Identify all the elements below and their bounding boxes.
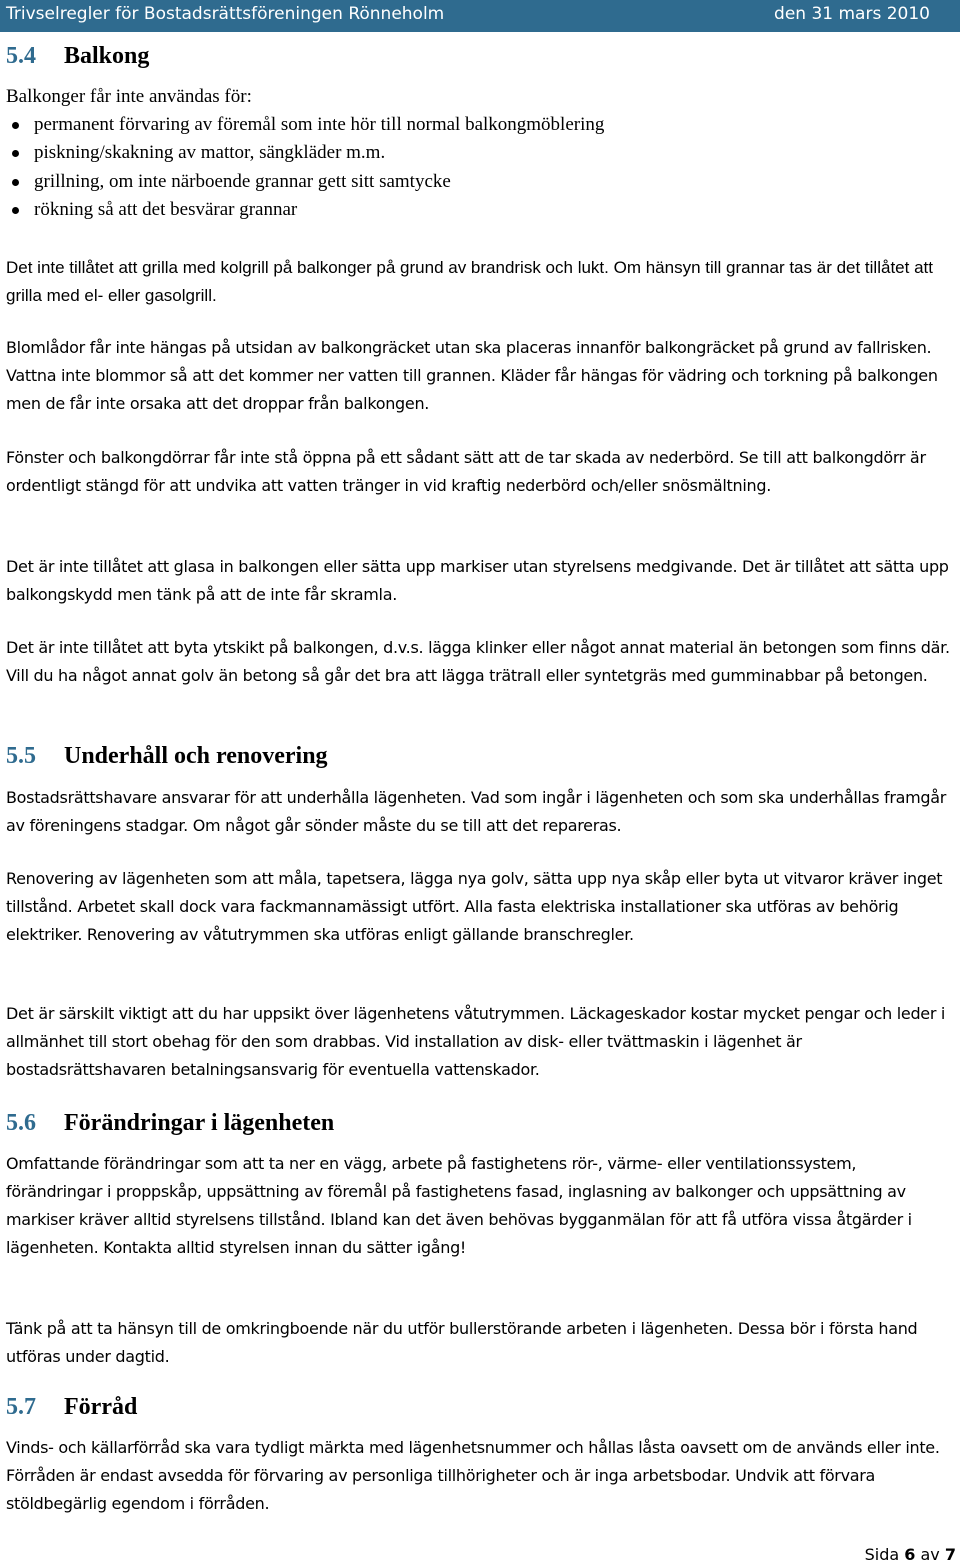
bullet-icon	[12, 179, 19, 186]
section-number: 5.4	[6, 43, 36, 69]
heading-5-5	[6, 741, 956, 771]
section-title: Förråd	[64, 1394, 138, 1420]
section-title: Förändringar i lägenheten	[64, 1110, 335, 1136]
paragraph: Vinds- och källarförråd ska vara tydligt märkta med lägenhetsnummer och hållas låsta oavsett om de används eller inte. Förråden är endast avsedda för förvaring av personliga tillhörigheter och är inga arbetsbodar. Undvik att förvara stöldbegärlig egendom i förråden.	[6, 1438, 940, 1513]
page-header	[0, 0, 960, 32]
section-title: Balkong	[64, 43, 150, 69]
section-title: Underhåll och renovering	[64, 743, 328, 769]
paragraph: Blomlådor får inte hängas på utsidan av balkongräcket utan ska placeras innanför balkongräcket på grund av fallrisken. Vattna inte blommor så att det kommer ner vatten till grannen. Kläder får hängas för vädring och torkning på balkongen men de får inte orsaka att det droppar från balkongen.	[6, 338, 938, 413]
section-number: 5.7	[6, 1394, 36, 1420]
current-page: 6	[904, 1545, 916, 1564]
paragraph: Renovering av lägenheten som att måla, tapetsera, lägga nya golv, sätta upp nya skåp eller byta ut vitvaror kräver inget tillstånd. Arbetet skall dock vara fackmannamässigt utfört. Alla fasta elektriska installationer ska utföras av behörig elektriker. Renovering av våtutrymmen ska utföras enligt gällande branschregler.	[6, 869, 943, 944]
document-date: den 31 mars 2010	[774, 4, 930, 24]
paragraph: Det är inte tillåtet att glasa in balkongen eller sätta upp markiser utan styrelsens medgivande. Det är tillåtet att sätta upp balkongskydd men tänk på att de inte får skramla.	[6, 557, 949, 604]
section-number: 5.6	[6, 1110, 36, 1136]
section-number: 5.5	[6, 743, 36, 769]
heading-5-7	[6, 1392, 956, 1422]
bullet-icon	[12, 150, 19, 157]
paragraph: Fönster och balkongdörrar får inte stå öppna på ett sådant sätt att de tar skada av nederbörd. Se till att balkongdörr är ordentligt stängd för att undvika att vatten tränger in vid kraftig nederbörd och/eller snösmältning.	[6, 448, 926, 495]
balkong-intro: Balkonger får inte användas för:	[6, 86, 252, 107]
paragraph: Omfattande förändringar som att ta ner en vägg, arbete på fastighetens rör-, värme- eller ventilationssystem, förändringar i proppskåp, uppsättning av föremål på fastighetens fasad, inglasning av balkonger och uppsättning av markiser kräver alltid styrelsens tillstånd. Ibland kan det även behövas bygganmälan för att få utföra vissa åtgärder i lägenheten. Kontakta alltid styrelsen innan du sätter igång!	[6, 1154, 912, 1257]
paragraph: Det inte tillåtet att grilla med kolgrill på balkonger på grund av brandrisk och lukt. Om hänsyn till grannar tas är det tillåtet att grilla med el- eller gasolgrill.	[6, 258, 933, 305]
bullet-icon	[12, 122, 19, 129]
paragraph: Bostadsrättshavare ansvarar för att underhålla lägenheten. Vad som ingår i lägenheten och som ska underhållas framgår av föreningens stadgar. Om något går sönder måste du se till att det repareras.	[6, 788, 947, 835]
bullet-icon	[12, 207, 19, 214]
heading-5-6	[6, 1108, 956, 1138]
paragraph: Det är inte tillåtet att byta ytskikt på balkongen, d.v.s. lägga klinker eller något annat material än betongen som finns där. Vill du ha något annat golv än betong så går det bra att lägga trätrall eller syntetgräs med gumminabbar på betongen.	[6, 638, 950, 685]
total-pages: 7	[944, 1545, 956, 1564]
paragraph: Tänk på att ta hänsyn till de omkringboende när du utför bullerstörande arbeten i lägenheten. Dessa bör i första hand utföras under dagtid.	[6, 1319, 918, 1366]
document-title: Trivselregler för Bostadsrättsföreningen Rönneholm	[6, 4, 445, 24]
balkong-restrictions-list: permanent förvaring av föremål som inte hör till normal balkongmöblering piskning/skakning av mattor, sängkläder m.m. grillning, om inte närboende grannar gett sitt samtycke rökning så att det besvärar grannar	[6, 111, 946, 225]
page-number: Sida 6 av 7	[864, 1545, 956, 1564]
heading-5-4	[6, 41, 956, 71]
paragraph: Det är särskilt viktigt att du har uppsikt över lägenhetens våtutrymmen. Läckageskador kostar mycket pengar och leder i allmänhet till stort obehag för den som drabbas. Vid installation av disk- eller tvättmaskin i lägenhet är bostadsrättshavaren betalningsansvarig för eventuella vattenskador.	[6, 1004, 946, 1079]
